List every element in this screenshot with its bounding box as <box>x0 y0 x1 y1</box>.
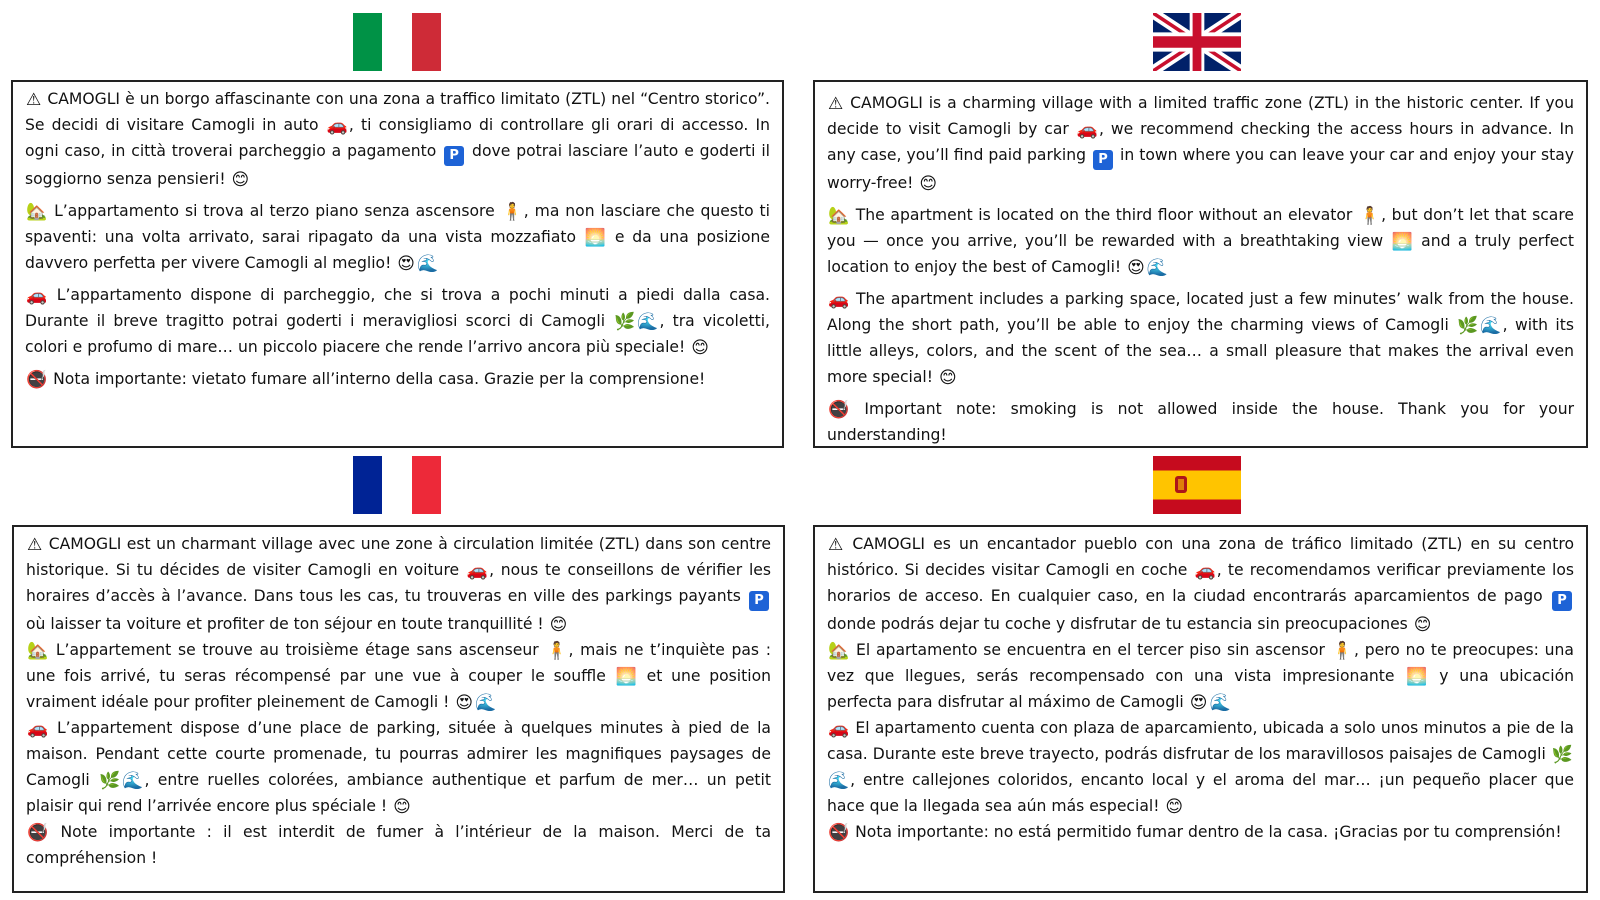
fr-paragraph-ztl <box>26 531 771 637</box>
fr-paragraph-parking <box>26 715 771 819</box>
it-p1-b: , ti consigliamo di controllare gli orari di accesso. In ogni caso, in città troverai parcheggio a pagamento <box>25 116 770 160</box>
leaf-icon: 🌿 <box>99 771 121 791</box>
sunset-icon: 🌅 <box>1391 232 1413 252</box>
parking-icon: P <box>444 146 464 166</box>
fr-p4: Note importante : il est interdit de fumer à l’intérieur de la maison. Merci de ta compréhension ! <box>26 823 771 867</box>
warning-icon: ⚠ <box>27 535 43 555</box>
smile-icon: 😊 <box>691 338 709 358</box>
wave-icon: 🌊 <box>417 254 439 274</box>
en-paragraph-ztl <box>827 90 1574 196</box>
italy-flag-red <box>412 13 441 71</box>
car-icon: 🚗 <box>1076 120 1098 140</box>
fr-paragraph-apartment <box>26 637 771 715</box>
fr-p2-a: L’appartement se trouve au troisième étage sans ascenseur <box>49 641 546 659</box>
house-icon: 🏡 <box>27 641 49 661</box>
en-p1-b: , we recommend checking the access hours in advance. In any case, you’ll find paid parking <box>827 120 1575 164</box>
parking-icon: P <box>1552 591 1572 611</box>
sunset-icon: 🌅 <box>1406 667 1428 687</box>
en-p2-c: and a truly perfect location to enjoy the best of Camogli! <box>827 232 1574 276</box>
it-p2-a: L’appartamento si trova al terzo piano senza ascensore <box>48 202 501 220</box>
car-icon: 🚗 <box>466 561 489 581</box>
leaf-icon: 🌿 <box>1457 316 1479 336</box>
car-icon: 🚗 <box>26 286 48 306</box>
en-paragraph-note <box>827 396 1574 448</box>
wave-icon: 🌊 <box>637 312 659 332</box>
spanish-text-box <box>813 525 1588 893</box>
france-flag-icon <box>353 456 441 514</box>
french-text-box <box>12 525 785 893</box>
wave-icon: 🌊 <box>475 693 497 713</box>
es-paragraph-note <box>827 819 1574 845</box>
en-p2-a: The apartment is located on the third floor without an elevator <box>850 206 1358 224</box>
fr-p2-b: , mais ne t’inquiète pas : une fois arrivé, tu seras récompensé par une vue à couper le souffle <box>26 641 771 685</box>
fr-p1-b: , nous te conseillons de vérifier les horaires d’accès à l’avance. Dans tous les cas, tu trouveras en ville des parkings payants <box>26 561 771 605</box>
house-icon: 🏡 <box>828 206 850 226</box>
english-text-box <box>813 80 1588 448</box>
sunset-icon: 🌅 <box>615 667 637 687</box>
person-icon: 🧍 <box>1331 641 1353 661</box>
it-p2-b: , ma non lasciare che questo ti spaventi: una volta arrivato, sarai ripagato da una vista mozzafiato <box>25 202 770 246</box>
fr-p1-c: où laisser ta voiture et profiter de ton séjour en toute tranquillité ! <box>26 615 549 633</box>
house-icon: 🏡 <box>26 202 48 222</box>
fr-p3-b: , entre ruelles colorées, ambiance authentique et parfum de mer… un petit plaisir qui rend l’arrivée encore plus spéciale ! <box>26 771 771 815</box>
leaf-icon: 🌿 <box>614 312 636 332</box>
es-paragraph-parking <box>827 715 1574 819</box>
es-p1-b: , te recomendamos verificar previamente los horarios de acceso. En cualquier caso, en la ciudad encontrarás aparcamientos de pago <box>827 561 1574 605</box>
it-p1-c: dove potrai lasciare l’auto e goderti il soggiorno senza pensieri! <box>25 142 770 188</box>
smile-icon: 😊 <box>919 174 938 194</box>
it-p1-a: CAMOGLI è un borgo affascinante con una zona a traffico limitato (ZTL) nel “Centro storico”. Se decidi di visitare Camogli in auto <box>25 90 770 134</box>
it-paragraph-apartment <box>25 198 770 276</box>
no-smoking-icon: 🚭 <box>26 370 48 390</box>
es-p3-b: , entre callejones coloridos, encanto local y el aroma del mar… ¡un pequeño placer que hace que la llegada sea aún más especial! <box>827 771 1574 815</box>
no-smoking-icon: 🚭 <box>27 823 49 843</box>
es-p2-a: El apartamento se encuentra en el tercer piso sin ascensor <box>850 641 1331 659</box>
france-flag-red <box>412 456 441 514</box>
heart-eyes-icon: 😍 <box>1189 693 1208 713</box>
it-paragraph-note <box>25 366 770 392</box>
es-p1-c: donde podrás dejar tu coche y disfrutar de tu estancia sin preocupaciones <box>827 615 1413 633</box>
smile-icon: 😊 <box>393 797 411 817</box>
warning-icon: ⚠ <box>26 90 42 110</box>
wave-icon: 🌊 <box>828 771 850 791</box>
it-p3-a: L’appartamento dispone di parcheggio, che si trova a pochi minuti a piedi dalla casa. Durante il breve tragitto potrai goderti i meravigliosi scorci di Camogli <box>25 286 770 330</box>
it-p4: Nota importante: vietato fumare all’interno della casa. Grazie per la comprensione! <box>48 370 706 388</box>
es-p4: Nota importante: no está permitido fumar dentro de la casa. ¡Gracias por tu comprensión! <box>850 823 1562 841</box>
spain-flag-icon <box>1153 456 1241 514</box>
wave-icon: 🌊 <box>1146 258 1169 278</box>
smile-icon: 😊 <box>549 615 568 635</box>
en-p3-a: The apartment includes a parking space, located just a few minutes’ walk from the house. Along the short path, you’ll be able to enjoy the charming views of Camogli <box>827 290 1574 334</box>
car-icon: 🚗 <box>1194 561 1216 581</box>
it-paragraph-ztl <box>25 86 770 192</box>
en-p1-a: CAMOGLI is a charming village with a limited traffic zone (ZTL) in the historic center. If you decide to visit Camogli by car <box>827 94 1574 138</box>
es-p2-c: y una ubicación perfecta para disfrutar al máximo de Camogli <box>827 667 1574 711</box>
wave-icon: 🌊 <box>1209 693 1231 713</box>
wave-icon: 🌊 <box>1480 316 1502 336</box>
es-p3-a: El apartamento cuenta con plaza de aparcamiento, ubicada a solo unos minutos a pie de la casa. Durante este breve trayecto, podrás disfrutar de los maravillosos paisajes de Camogli <box>827 719 1574 763</box>
parking-icon: P <box>749 591 769 611</box>
car-icon: 🚗 <box>828 290 850 310</box>
smile-icon: 😊 <box>1413 615 1432 635</box>
en-p3-b: , with its little alleys, colors, and the scent of the sea… a small pleasure that makes the arrival even more special! <box>827 316 1575 386</box>
italy-flag-white <box>382 13 411 71</box>
sunset-icon: 🌅 <box>584 228 607 248</box>
italy-flag-icon <box>353 13 441 71</box>
car-icon: 🚗 <box>828 719 850 739</box>
fr-p2-c: et une position vraiment idéale pour profiter pleinement de Camogli ! <box>26 667 771 711</box>
it-p2-c: e da una posizione davvero perfetta per vivere Camogli al meglio! <box>25 228 770 272</box>
wave-icon: 🌊 <box>122 771 144 791</box>
es-paragraph-apartment <box>827 637 1574 715</box>
no-smoking-icon: 🚭 <box>828 400 850 420</box>
house-icon: 🏡 <box>828 641 850 661</box>
parking-icon: P <box>1093 150 1113 170</box>
it-paragraph-parking <box>25 282 770 360</box>
italy-flag-green <box>353 13 382 71</box>
heart-eyes-icon: 😍 <box>397 254 416 274</box>
warning-icon: ⚠ <box>828 94 844 114</box>
es-p2-b: , pero no te preocupes: una vez que llegues, serás recompensado con una vista impresionante <box>827 641 1574 685</box>
smile-icon: 😊 <box>231 170 250 190</box>
en-paragraph-apartment <box>827 202 1574 280</box>
person-icon: 🧍 <box>1358 206 1381 226</box>
smile-icon: 😊 <box>1165 797 1184 817</box>
en-paragraph-parking <box>827 286 1574 390</box>
heart-eyes-icon: 😍 <box>1127 258 1145 278</box>
en-p1-c: in town where you can leave your car and enjoy your stay worry-free! <box>827 146 1574 192</box>
it-p3-b: , tra vicoletti, colori e profumo di mare… un piccolo piacere che rende l’arrivo ancora più speciale! <box>25 312 770 356</box>
es-p1-a: CAMOGLI es un encantador pueblo con una zona de tráfico limitado (ZTL) en su centro histórico. Si decides visitar Camogli en coche <box>827 535 1574 579</box>
fr-p3-a: L’appartement dispose d’une place de parking, située à quelques minutes à pied de la maison. Pendant cette courte promenade, tu pourras admirer les magnifiques paysages de Camogli <box>26 719 771 789</box>
italian-text-box <box>11 80 784 448</box>
france-flag-white <box>382 456 411 514</box>
no-smoking-icon: 🚭 <box>828 823 850 843</box>
heart-eyes-icon: 😍 <box>455 693 474 713</box>
leaf-icon: 🌿 <box>1551 745 1573 765</box>
es-paragraph-ztl <box>827 531 1574 637</box>
en-p2-b: , but don’t let that scare you — once you arrive, you’ll be rewarded with a breathtaking view <box>827 206 1574 250</box>
car-icon: 🚗 <box>27 719 49 739</box>
uk-flag-icon <box>1153 13 1241 71</box>
smile-icon: 😊 <box>938 368 957 388</box>
fr-p1-a: CAMOGLI est un charmant village avec une zone à circulation limitée (ZTL) dans son centre historique. Si tu décides de visiter Camogli en voiture <box>26 535 771 579</box>
fr-paragraph-note <box>26 819 771 871</box>
person-icon: 🧍 <box>546 641 568 661</box>
person-icon: 🧍 <box>501 202 523 222</box>
france-flag-blue <box>353 456 382 514</box>
car-icon: 🚗 <box>326 116 348 136</box>
warning-icon: ⚠ <box>828 535 844 555</box>
en-p4: Important note: smoking is not allowed inside the house. Thank you for your understanding! <box>827 400 1574 444</box>
